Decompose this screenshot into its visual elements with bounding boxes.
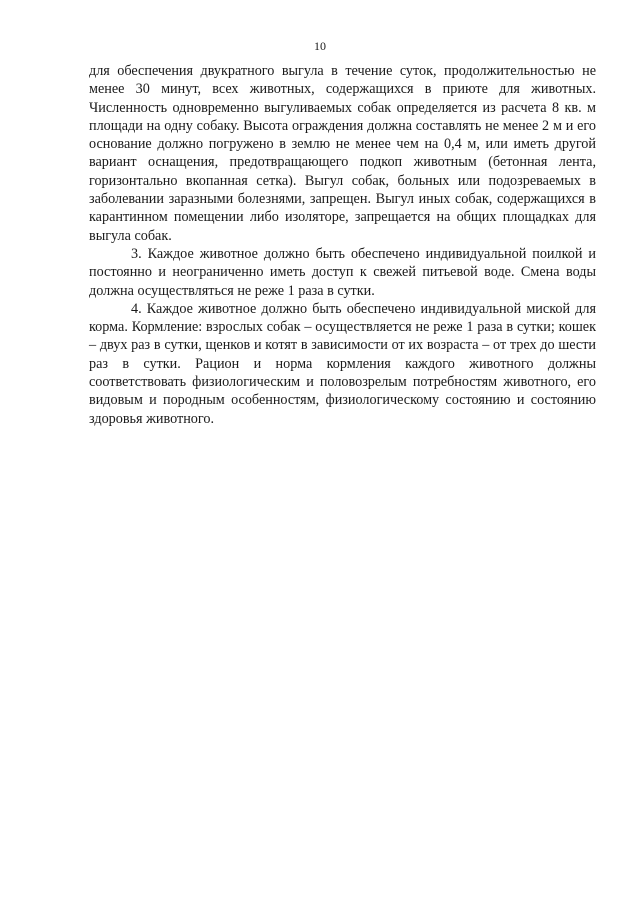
page-number: 10 <box>314 39 326 53</box>
paragraph-item-3: 3. Каждое животное должно быть обеспечено индивидуальной поилкой и постоянно и неограниченно иметь доступ к свежей питьевой воде. Смена воды должна осуществляться не реже 1 раза в сутки. <box>89 245 596 299</box>
document-body <box>89 62 596 428</box>
paragraph-continuation: для обеспечения двукратного выгула в течение суток, продолжительностью не менее 30 минут, всех животных, содержащихся в приюте для животных. Численность одновременно выгуливаемых собак определяется из расчета 8 кв. м площади на одну собаку. Высота ограждения должна составлять не менее 2 м и его основание должно погружено в землю не менее чем на 0,4 м, или иметь другой вариант оснащения, предотвращающего подкоп животным (бетонная лента, горизонтально вкопанная сетка). Выгул собак, больных или подозреваемых в заболевании заразными болезнями, запрещен. Выгул иных собак, содержащихся в карантинном помещении либо изоляторе, запрещается на общих площадках для выгула собак. <box>89 63 596 244</box>
paragraph-item-4: 4. Каждое животное должно быть обеспечено индивидуальной миской для корма. Кормление: взрослых собак – осуществляется не реже 1 раза в сутки; кошек – двух раз в сутки, щенков и котят в зависимости от их возраста – от трех до шести раз в сутки. Рацион и норма кормления каждого животного должны соответствовать физиологическим и половозрелым потребностям животного, его видовым и породным особенностям, физиологическому состоянию и состоянию здоровья животного. <box>89 300 596 427</box>
